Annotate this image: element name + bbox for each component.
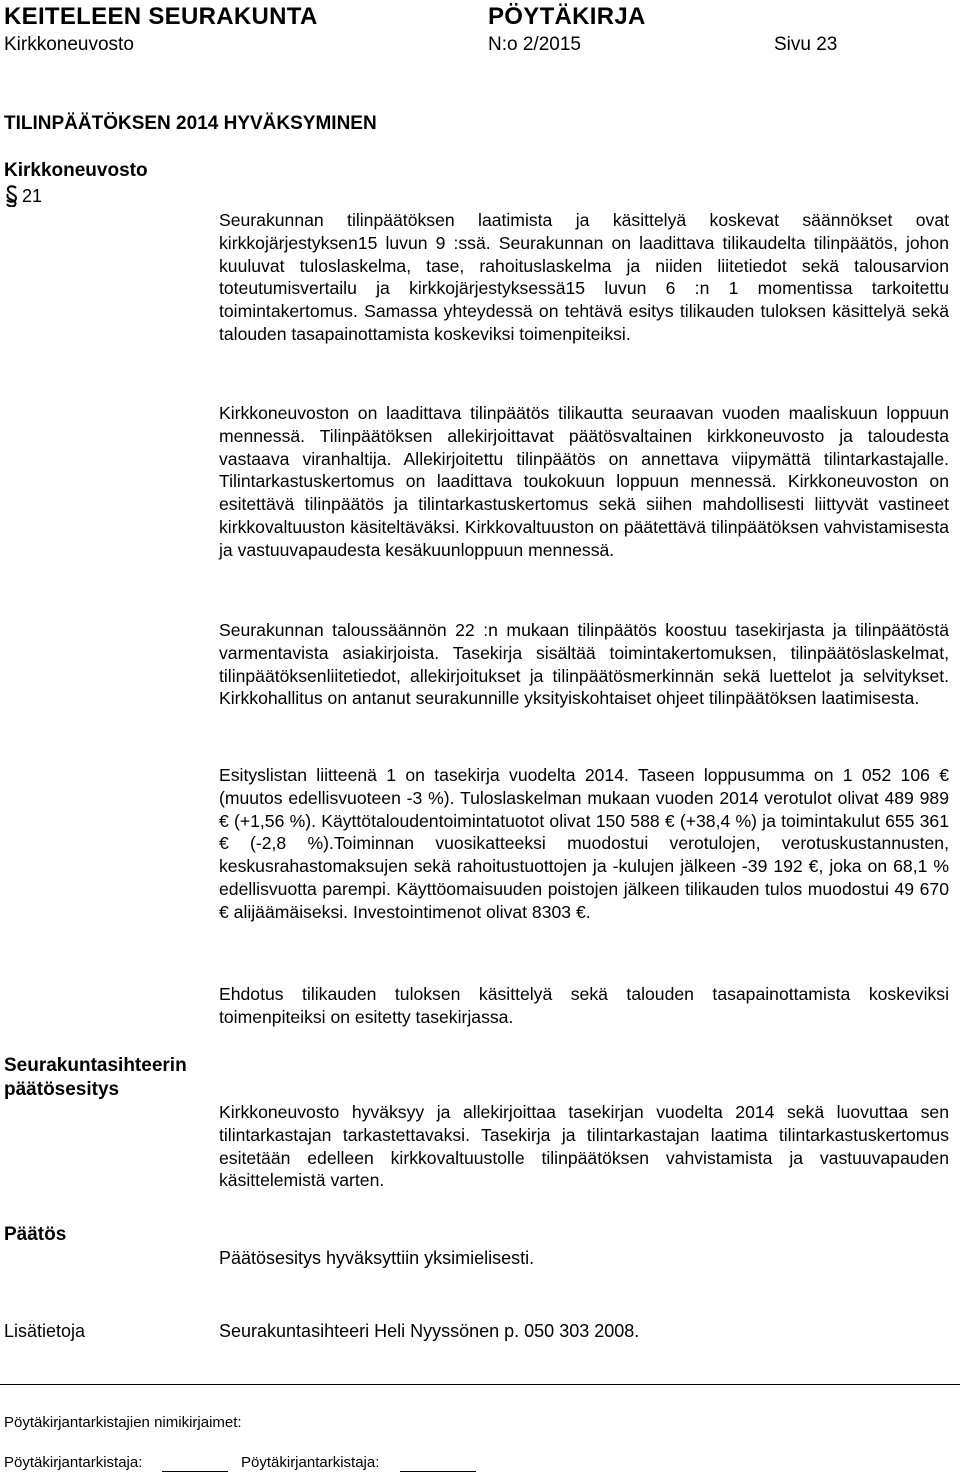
info-text: Seurakuntasihteeri Heli Nyyssönen p. 050 303 2008. <box>219 1321 640 1341</box>
checker-signature-line-1 <box>162 1471 228 1472</box>
initials-label: Pöytäkirjantarkistajien nimikirjaimet: <box>4 1414 242 1431</box>
paragraph-4: Esityslistan liitteenä 1 on tasekirja vuodelta 2014. Taseen loppusumma on 1 052 106 € (muutos edellisvuoteen -3 %). Tuloslaskelman mukaan vuoden 2014 verotulot olivat 489 989 € (+1,56 %). Käyttötaloudentoimintatuotot olivat 150 588 € (+38,4 %) ja toimintakulut 655 361 € (-2,8 %).Toiminnan vuosikatteeksi muodostui verotulojen, verotuskustannusten, keskusrahastomaksujen sekä rahoitustuottojen ja -kulujen jälkeen -39 192 €, joka on 68,1 % edellisvuotta parempi. Käyttöomaisuuden poistojen jälkeen tilikauden tulos muodostui 49 670 € alijäämäiseksi. Investointimenot olivat 8303 €. <box>219 765 949 922</box>
section-mark <box>4 185 20 212</box>
proposal-text: Kirkkoneuvosto hyväksyy ja allekirjoittaa tasekirjan vuodelta 2014 sekä luovuttaa sen tilintarkastajan tarkastettavaksi. Tasekirja ja tilintarkastajan laatima tilintarkastuskertomus esitetään edelleen kirkkovaltuustolle tilinpäätöksen vahvistamista ja vastuuvapauden käsittelemistä varten. <box>219 1102 949 1191</box>
checker-label-2: Pöytäkirjantarkistaja: <box>241 1454 380 1471</box>
decision-text: Päätösesitys hyväksyttiin yksimielisesti. <box>219 1248 535 1268</box>
section-number: 21 <box>22 186 43 206</box>
document-type: PÖYTÄKIRJA <box>488 3 646 30</box>
checker-signature-line-2 <box>400 1471 476 1472</box>
minutes-number: N:o 2/2015 <box>488 34 581 55</box>
checker-label-1: Pöytäkirjantarkistaja: <box>4 1454 143 1471</box>
proposal-label-line1: Seurakuntasihteerin <box>4 1055 187 1076</box>
paragraph-3: Seurakunnan taloussäännön 22 :n mukaan tilinpäätös koostuu tasekirjasta ja tilinpäätöstä varmentavista asiakirjoista. Tasekirja sisältää toimintakertomuksen, tilinpäätöslaskelmat, tilinpäätöksenliitetiedot, allekirjoitukset ja tilinpäätösmerkinnän sekä luettelot ja selvitykset. Kirkkohallitus on antanut seurakunnille yksityiskohtaiset ohjeet tilinpäätöksen laatimisesta. <box>219 620 949 709</box>
info-label: Lisätietoja <box>4 1321 86 1341</box>
org-name: KEITELEEN SEURAKUNTA <box>4 3 318 30</box>
proposal-label-line2: päätösesitys <box>4 1079 120 1100</box>
footer-divider <box>0 1384 960 1385</box>
decision-label: Päätös <box>4 1224 67 1245</box>
paragraph-1: Seurakunnan tilinpäätöksen laatimista ja käsittelyä koskevat säännökset ovat kirkkojärjestyksen15 luvun 9 :ssä. Seurakunnan on laadittava tilikaudelta tilinpäätös, johon kuuluvat tuloslaskelma, tase, rahoituslaskelma ja niiden liitetiedot sekä talousarvion toteutumisvertailu ja kirkkojärjestyksessä15 luvun 6 :n 1 momentissa tarkoitettu toimintakertomus. Samassa yhteydessä on tehtävä esitys tilikauden tuloksen käsittelyä sekä talouden tasapainottamista koskeviksi toimenpiteiksi. <box>219 210 949 344</box>
page-title: TILINPÄÄTÖKSEN 2014 HYVÄKSYMINEN <box>4 113 377 134</box>
page-number: Sivu 23 <box>774 34 838 55</box>
paragraph-2: Kirkkoneuvoston on laadittava tilinpäätös tilikautta seuraavan vuoden maaliskuun loppuun mennessä. Tilinpäätöksen allekirjoittavat päätösvaltainen kirkkoneuvosto ja taloudesta vastaava viranhaltija. Allekirjoitettu tilinpäätös on annettava viipymättä tilintarkastajalle. Tilintarkastuskertomus on laadittava toukokuun loppuun mennessä. Kirkkoneuvoston on esitettävä tilinpäätös ja tilintarkastuskertomus sekä siihen mahdollisesti liittyvät vastineet kirkkovaltuuston käsiteltäväksi. Kirkkovaltuuston on päätettävä tilinpäätöksen vahvistamisesta ja vastuuvapaudesta kesäkuunloppuun mennessä. <box>219 403 949 560</box>
meeting-body: Kirkkoneuvosto <box>4 34 134 55</box>
paragraph-5: Ehdotus tilikauden tuloksen käsittelyä sekä talouden tasapainottamista koskeviksi toimenpiteiksi on esitetty tasekirjassa. <box>219 984 949 1027</box>
section-sign-icon <box>4 185 20 207</box>
section-label: Kirkkoneuvosto <box>4 160 148 181</box>
